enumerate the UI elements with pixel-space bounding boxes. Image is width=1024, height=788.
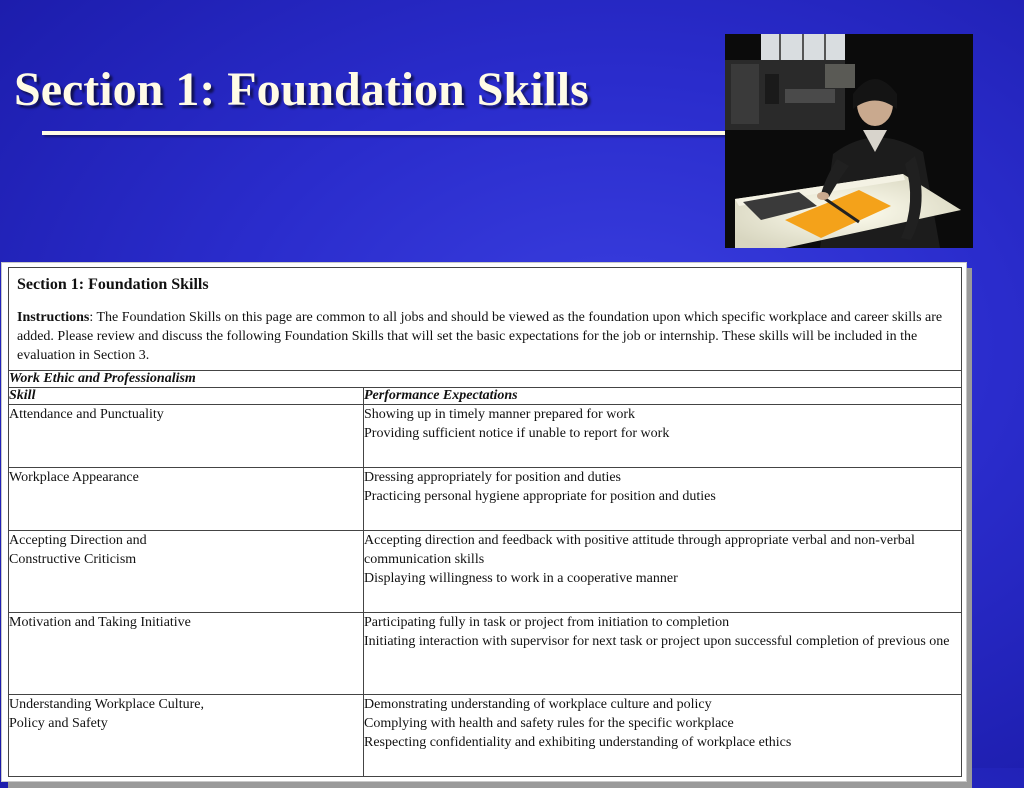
table-row [9, 405, 962, 468]
instructions-paragraph [9, 294, 961, 370]
expectation-line: Showing up in timely manner prepared for work [364, 407, 635, 422]
expectations-cell [364, 531, 962, 613]
table-row [9, 531, 962, 613]
column-header-expectations: Performance Expectations [364, 388, 962, 405]
expectation-line: Accepting direction and feedback with positive attitude through appropriate verbal and non-verbal communication skills [364, 533, 915, 567]
expectation-line: Displaying willingness to work in a cooperative manner [364, 571, 678, 586]
expectation-line: Providing sufficient notice if unable to report for work [364, 426, 670, 441]
skill-cell: Attendance and Punctuality [9, 405, 364, 468]
title-underline [42, 131, 730, 135]
foundation-skills-document [1, 262, 967, 782]
document-heading: Section 1: Foundation Skills [17, 276, 209, 293]
student-at-light-table-photo [725, 34, 973, 248]
skill-cell: Motivation and Taking Initiative [9, 613, 364, 695]
table-row [9, 613, 962, 695]
table-row [9, 468, 962, 531]
slide-title: Section 1: Foundation Skills [14, 63, 589, 116]
document-header-row [9, 268, 962, 371]
section-label-row [9, 371, 962, 388]
expectations-cell [364, 695, 962, 777]
expectation-line: Initiating interaction with supervisor for next task or project upon successful completion of previous one [364, 634, 950, 649]
column-header-row [9, 388, 962, 405]
instructions-label: Instructions [17, 310, 90, 325]
expectation-line: Practicing personal hygiene appropriate for position and duties [364, 489, 716, 504]
expectation-line: Participating fully in task or project from initiation to completion [364, 615, 730, 630]
expectation-line: Respecting confidentiality and exhibiting understanding of workplace ethics [364, 735, 792, 750]
expectations-cell [364, 405, 962, 468]
table-row [9, 695, 962, 777]
expectation-line: Demonstrating understanding of workplace culture and policy [364, 697, 712, 712]
foundation-skills-table [8, 267, 962, 777]
expectations-cell [364, 613, 962, 695]
skill-cell: Workplace Appearance [9, 468, 364, 531]
expectation-line: Complying with health and safety rules for the specific workplace [364, 716, 734, 731]
expectations-cell [364, 468, 962, 531]
instructions-text: : The Foundation Skills on this page are common to all jobs and should be viewed as the foundation upon which specific workplace and career skills are added. Please review and discuss the following Foundation Skills that will set the basic expectations for the job or internship. These skills will be included in the evaluation in Section 3. [17, 310, 943, 363]
column-header-skill: Skill [9, 388, 364, 405]
section-label: Work Ethic and Professionalism [9, 371, 962, 388]
skill-cell: Understanding Workplace Culture, Policy and Safety [9, 695, 364, 777]
expectation-line: Dressing appropriately for position and duties [364, 470, 622, 485]
skill-cell: Accepting Direction and Constructive Criticism [9, 531, 364, 613]
